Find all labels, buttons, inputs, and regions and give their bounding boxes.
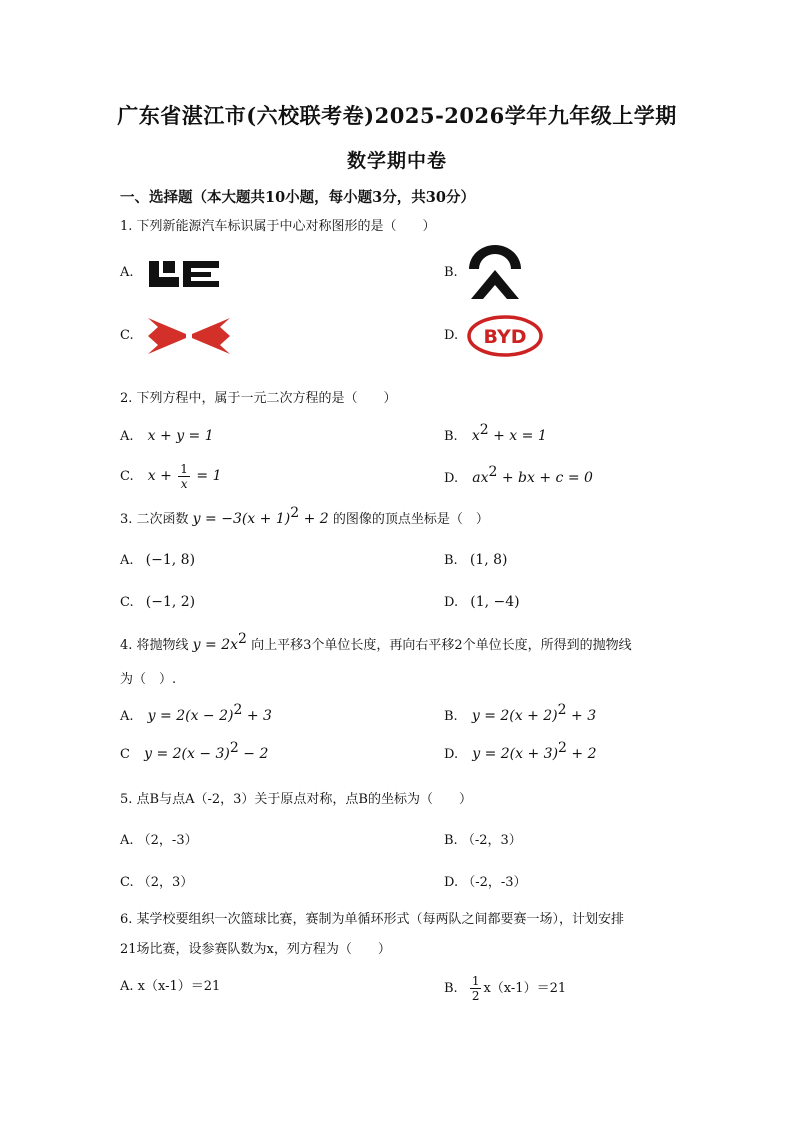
q2-option-b-var: x <box>471 428 480 444</box>
question-3-stem <box>120 505 489 529</box>
section-heading: 一、选择题（本大题共10小题，每小题3分，共30分） <box>120 189 475 206</box>
q3-option-d <box>444 593 520 612</box>
q6-option-b-den: 2 <box>471 989 480 1003</box>
q1-option-c-label: C. <box>120 328 134 343</box>
page-title: 广东省湛江市(六校联考卷)2025-2026学年九年级上学期 <box>117 103 677 128</box>
byd-logo <box>466 314 544 358</box>
question-6-stem: 6. 某学校要组织一次篮球比赛，赛制为单循环形式（每两队之间都要赛一场），计划安排 <box>120 912 625 927</box>
li-auto-logo <box>145 257 223 291</box>
q4-option-a-label: A. <box>120 709 134 724</box>
q3-stem-func: y = −3(x + 1) <box>192 511 291 527</box>
q2-option-b-rest: + x = 1 <box>488 428 547 444</box>
q2-option-c-fraction <box>178 462 190 491</box>
q5-option-a: A. （2，-3） <box>120 833 198 848</box>
q4-stem-exp: 2 <box>238 631 247 647</box>
q4-option-b-label: B. <box>444 709 458 724</box>
question-4-stem-line2: 为（ ）. <box>120 672 177 687</box>
q4-option-a-post: + 3 <box>242 708 272 724</box>
q6-option-b-fraction <box>470 974 482 1003</box>
q3-option-a <box>120 551 195 570</box>
q3-option-a-label: A. <box>120 553 134 568</box>
question-4-stem <box>120 631 632 655</box>
q3-stem-pre: 3. 二次函数 <box>120 512 193 527</box>
q3-option-a-text: (−1, 8) <box>145 552 196 568</box>
q1-option-a-label: A. <box>120 265 134 280</box>
q6-option-a: A. x（x-1）＝21 <box>120 979 221 994</box>
q2-option-c-num: 1 <box>180 462 188 476</box>
q3-stem-exp: 2 <box>290 505 300 521</box>
question-5-stem: 5. 点B与点A（-2，3）关于原点对称，点B的坐标为（ ） <box>120 792 472 807</box>
q1-option-b-label: B. <box>444 265 458 280</box>
q4-option-d-label: D. <box>444 747 459 762</box>
q4-option-c <box>120 740 269 764</box>
q3-option-c-label: C. <box>120 595 134 610</box>
q2-option-a-label: A. <box>120 429 134 444</box>
q3-option-b-label: B. <box>444 553 458 568</box>
q3-option-d-label: D. <box>444 595 459 610</box>
question-6-stem-line2: 21场比赛，设参赛队数为x，列方程为（ ） <box>120 942 391 957</box>
q4-stem-post: 向上平移3个单位长度，再向右平移2个单位长度，所得到的抛物线 <box>246 638 632 653</box>
q3-stem-tail: + 2 <box>299 511 329 527</box>
q4-option-a-exp: 2 <box>233 702 243 718</box>
q4-option-b <box>444 702 597 726</box>
q5-option-c: C. （2，3） <box>120 875 194 890</box>
q5-option-d: D. （-2，-3） <box>444 875 527 890</box>
q4-option-d-exp: 2 <box>558 740 567 756</box>
q6-option-b-num: 1 <box>471 974 480 988</box>
q4-option-c-post: − 2 <box>238 746 269 762</box>
q2-option-b-label: B. <box>444 429 458 444</box>
q4-option-c-pre: y = 2(x − 3) <box>144 746 230 762</box>
q4-stem-pre: 4. 将抛物线 <box>120 638 193 653</box>
q3-stem-post: 的图像的顶点坐标是（ ） <box>328 512 489 527</box>
q4-option-d <box>444 740 597 764</box>
q2-option-d <box>444 464 593 488</box>
q2-option-b <box>444 422 547 446</box>
q2-option-a <box>120 427 214 446</box>
question-1-stem: 1. 下列新能源汽车标识属于中心对称图形的是（ ） <box>120 219 436 234</box>
q2-option-c <box>120 462 221 491</box>
q2-option-d-ax: ax <box>472 470 489 486</box>
q4-option-c-label: C <box>120 747 130 762</box>
q3-option-c <box>120 593 195 612</box>
q6-option-b-rest: x（x-1）＝21 <box>483 981 567 996</box>
q3-option-c-text: (−1, 2) <box>145 594 196 610</box>
dongfeng-logo <box>146 316 232 356</box>
q4-option-b-pre: y = 2(x + 2) <box>471 708 558 724</box>
q2-option-d-label: D. <box>444 471 459 486</box>
q2-option-c-label: C. <box>120 469 134 484</box>
q2-option-a-text: x + y = 1 <box>147 428 214 444</box>
q3-option-b-text: (1, 8) <box>469 552 508 568</box>
byd-logo-text: BYD <box>483 326 527 348</box>
q3-option-d-text: (1, −4) <box>470 594 520 610</box>
q2-option-d-exp: 2 <box>488 464 498 480</box>
q4-option-d-post: + 2 <box>566 746 597 762</box>
q3-option-b <box>444 551 507 570</box>
q6-option-b-label: B. <box>444 981 458 996</box>
q2-option-b-exp: 2 <box>479 422 489 438</box>
q4-option-b-exp: 2 <box>557 702 567 718</box>
question-2-stem: 2. 下列方程中，属于一元二次方程的是（ ） <box>120 391 397 406</box>
q4-option-a <box>120 702 272 726</box>
q5-option-b: B. （-2，3） <box>444 833 522 848</box>
q4-option-a-pre: y = 2(x − 2) <box>147 708 234 724</box>
q6-option-b <box>444 974 566 1003</box>
q2-option-d-rest: + bx + c = 0 <box>497 470 593 486</box>
q1-option-d-label: D. <box>444 328 459 343</box>
q4-option-d-pre: y = 2(x + 3) <box>472 746 559 762</box>
q2-option-c-post: = 1 <box>191 468 222 484</box>
page-subtitle: 数学期中卷 <box>346 150 447 172</box>
q2-option-c-pre: x + <box>147 468 177 484</box>
nio-logo <box>463 243 527 303</box>
q4-option-c-exp: 2 <box>229 740 239 756</box>
q4-stem-func: y = 2x <box>192 637 239 653</box>
q4-option-b-post: + 3 <box>566 708 597 724</box>
q2-option-c-den: x <box>180 477 188 491</box>
